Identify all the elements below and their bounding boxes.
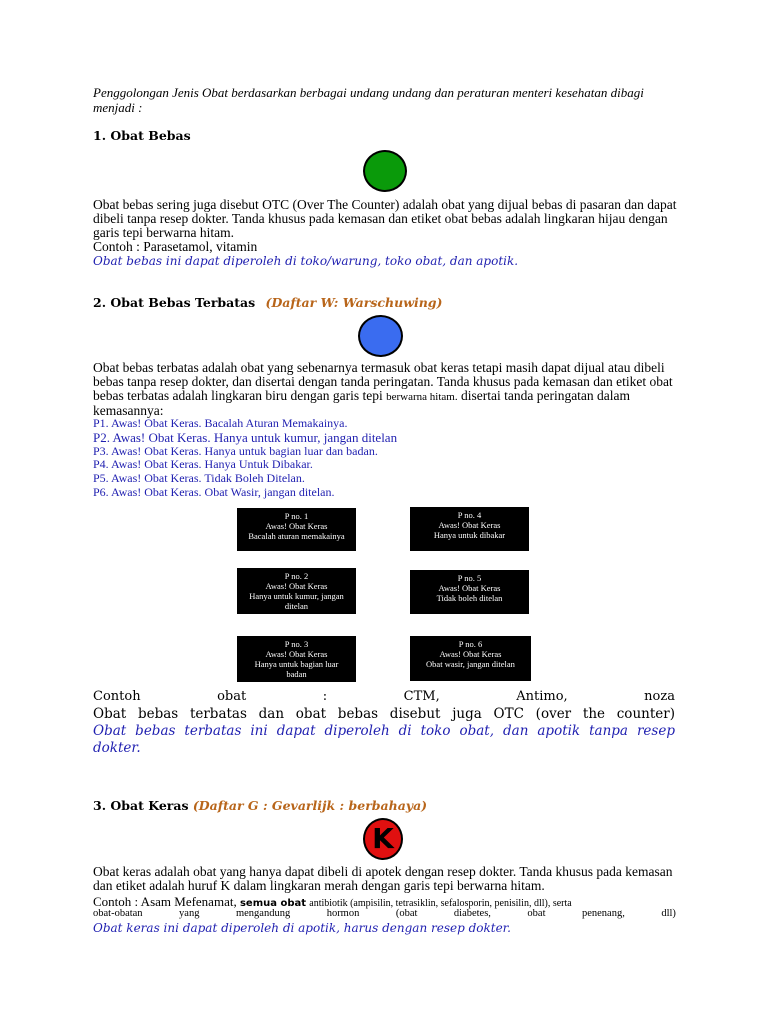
warning-label-p2 bbox=[237, 568, 356, 614]
section-1-heading: 1. Obat Bebas bbox=[93, 128, 191, 143]
word: obat, bbox=[459, 723, 495, 739]
word: obat bbox=[217, 689, 247, 704]
label-title: P no. 4 bbox=[457, 510, 482, 520]
label-line: ditelan bbox=[284, 601, 309, 611]
label-title: P no. 3 bbox=[284, 639, 309, 649]
word: (obat bbox=[395, 908, 418, 919]
label-line: Awas! Obat Keras bbox=[438, 583, 501, 593]
warning-item: P3. Awas! Obat Keras. Hanya untuk bagian luar dan badan. bbox=[93, 443, 378, 458]
warning-item: P2. Awas! Obat Keras. Hanya untuk kumur, jangan ditelan bbox=[93, 429, 398, 445]
section-2-para-a: Obat bebas terbatas adalah obat yang sebenarnya termasuk obat keras tetapi masih dapat dijual atau dibeli bebas tanpa resep dokter, dan disertai dengan tanda peringatan. Tanda khusus pada kemasan dan etiket obat bebas terbatas adalah lingkaran biru dengan garis tepi bbox=[93, 360, 673, 403]
word: obat bbox=[295, 706, 327, 722]
word: penenang, bbox=[581, 908, 625, 919]
warning-label-p4 bbox=[410, 507, 529, 551]
green-circle-icon bbox=[363, 150, 407, 192]
section-2-note-line1 bbox=[93, 723, 675, 739]
word: CTM, bbox=[403, 689, 440, 704]
word: disebut bbox=[389, 706, 441, 722]
example-bold: semua obat bbox=[239, 898, 307, 909]
blue-circle-icon bbox=[358, 315, 403, 357]
word: obat bbox=[527, 908, 546, 919]
warning-item: P4. Awas! Obat Keras. Hanya Untuk Dibakar. bbox=[93, 457, 313, 472]
section-1-note: Obat bebas ini dapat diperoleh di toko/warung, toko obat, dan apotik. bbox=[93, 254, 519, 268]
label-line: Awas! Obat Keras bbox=[439, 649, 502, 659]
label-line: Awas! Obat Keras bbox=[265, 521, 328, 531]
word: dapat bbox=[276, 723, 316, 739]
word: dan bbox=[503, 723, 529, 739]
section-2-otc-line bbox=[93, 706, 675, 722]
label-title: P no. 1 bbox=[284, 511, 309, 521]
word: tanpa bbox=[589, 723, 628, 739]
word: Obat bbox=[93, 706, 127, 722]
word: toko bbox=[420, 723, 451, 739]
label-line: Bacalah aturan memakainya bbox=[248, 531, 345, 541]
example-rest: antibiotik (ampisilin, tetrasiklin, sefalosporin, penisilin, dll), serta bbox=[309, 898, 572, 909]
word: OTC bbox=[493, 706, 524, 722]
section-3-title: 3. Obat Keras bbox=[93, 798, 189, 813]
word: Contoh bbox=[93, 689, 141, 704]
word: diabetes, bbox=[453, 908, 491, 919]
word: juga bbox=[452, 706, 482, 722]
section-2-note-line2: dokter. bbox=[93, 740, 141, 756]
word: Obat bbox=[93, 723, 127, 739]
section-3-daftar: (Daftar G : Gevarlijk : berbahaya) bbox=[192, 798, 428, 813]
section-1-paragraph: Obat bebas sering juga disebut OTC (Over The Counter) adalah obat yang dijual bebas di pasaran dan dapat dibeli tanpa resep dokter. Tanda khusus pada kemasan dan etiket obat bebas adalah lingkaran hijau dengan garis tepi berwarna hitam. bbox=[93, 197, 677, 240]
word: diperoleh bbox=[324, 723, 390, 739]
label-line: Hanya untuk kumur, jangan bbox=[249, 591, 344, 601]
word: counter) bbox=[616, 706, 675, 722]
label-line: Hanya untuk bagian luar bbox=[254, 659, 339, 669]
warning-item: P1. Awas! Obat Keras. Bacalah Aturan Memakainya. bbox=[93, 416, 348, 430]
warning-label-p3 bbox=[237, 636, 356, 682]
warning-item: P5. Awas! Obat Keras. Tidak Boleh Ditelan. bbox=[93, 471, 305, 486]
word: ini bbox=[250, 723, 268, 739]
warning-label-p6 bbox=[410, 636, 531, 681]
warning-label-p5 bbox=[410, 570, 529, 614]
word: Antimo, bbox=[516, 689, 568, 704]
intro-text: Penggolongan Jenis Obat berdasarkan berbagai undang undang dan peraturan menteri kesehatan dibagi menjadi : bbox=[93, 85, 644, 115]
word: apotik bbox=[537, 723, 581, 739]
word: noza bbox=[644, 689, 675, 704]
word: (over bbox=[535, 706, 572, 722]
word: dll) bbox=[661, 908, 676, 919]
label-line: Obat wasir, jangan ditelan bbox=[426, 659, 515, 669]
section-2-example bbox=[93, 689, 675, 704]
section-2-para-b: disertai tanda peringatan dalam kemasannya: bbox=[93, 388, 631, 418]
label-line: Awas! Obat Keras bbox=[265, 581, 328, 591]
section-3-paragraph: Obat keras adalah obat yang hanya dapat dibeli di apotek dengan resep dokter. Tanda khusus pada kemasan dan etiket adalah huruf K dalam lingkaran merah dengan garis tepi berwarna hitam. bbox=[93, 864, 673, 893]
k-circle-icon: K bbox=[363, 818, 403, 860]
section-3-example-line2 bbox=[93, 908, 676, 919]
warning-item: P6. Awas! Obat Keras. Obat Wasir, jangan ditelan. bbox=[93, 484, 335, 499]
section-3-note: Obat keras ini dapat diperoleh di apotik, harus dengan resep dokter. bbox=[93, 921, 511, 935]
word: : bbox=[322, 689, 328, 704]
section-2-daftar: (Daftar W: Warschuwing) bbox=[265, 295, 443, 310]
word: dan bbox=[258, 706, 285, 722]
word: terbatas bbox=[184, 723, 242, 739]
word: di bbox=[398, 723, 412, 739]
word: bebas bbox=[137, 706, 179, 722]
section-1-example: Contoh : Parasetamol, vitamin bbox=[93, 239, 258, 254]
label-line: badan bbox=[286, 669, 307, 679]
section-2-paragraph bbox=[93, 361, 678, 418]
warning-label-p1 bbox=[237, 508, 356, 551]
section-3-heading bbox=[93, 798, 427, 813]
label-line: Hanya untuk dibakar bbox=[433, 530, 506, 540]
example-prefix: Contoh : Asam Mefenamat, bbox=[93, 894, 237, 909]
label-line: Awas! Obat Keras bbox=[265, 649, 328, 659]
warning-list bbox=[93, 417, 397, 500]
section-2-heading bbox=[93, 295, 442, 310]
word: bebas bbox=[337, 706, 379, 722]
word: resep bbox=[636, 723, 675, 739]
word: terbatas bbox=[189, 706, 247, 722]
word: yang bbox=[179, 908, 200, 919]
section-2-title: 2. Obat Bebas Terbatas bbox=[93, 295, 256, 310]
label-line: Awas! Obat Keras bbox=[438, 520, 501, 530]
word: obat-obatan bbox=[93, 908, 143, 919]
word: mengandung bbox=[235, 908, 291, 919]
word: bebas bbox=[135, 723, 176, 739]
word: the bbox=[582, 706, 605, 722]
label-title: P no. 2 bbox=[284, 571, 309, 581]
label-title: P no. 5 bbox=[457, 573, 482, 583]
label-title: P no. 6 bbox=[458, 639, 483, 649]
label-line: Tidak boleh ditelan bbox=[436, 593, 503, 603]
word: hormon bbox=[326, 908, 360, 919]
section-2-para-small: berwarna hitam. bbox=[386, 391, 458, 403]
